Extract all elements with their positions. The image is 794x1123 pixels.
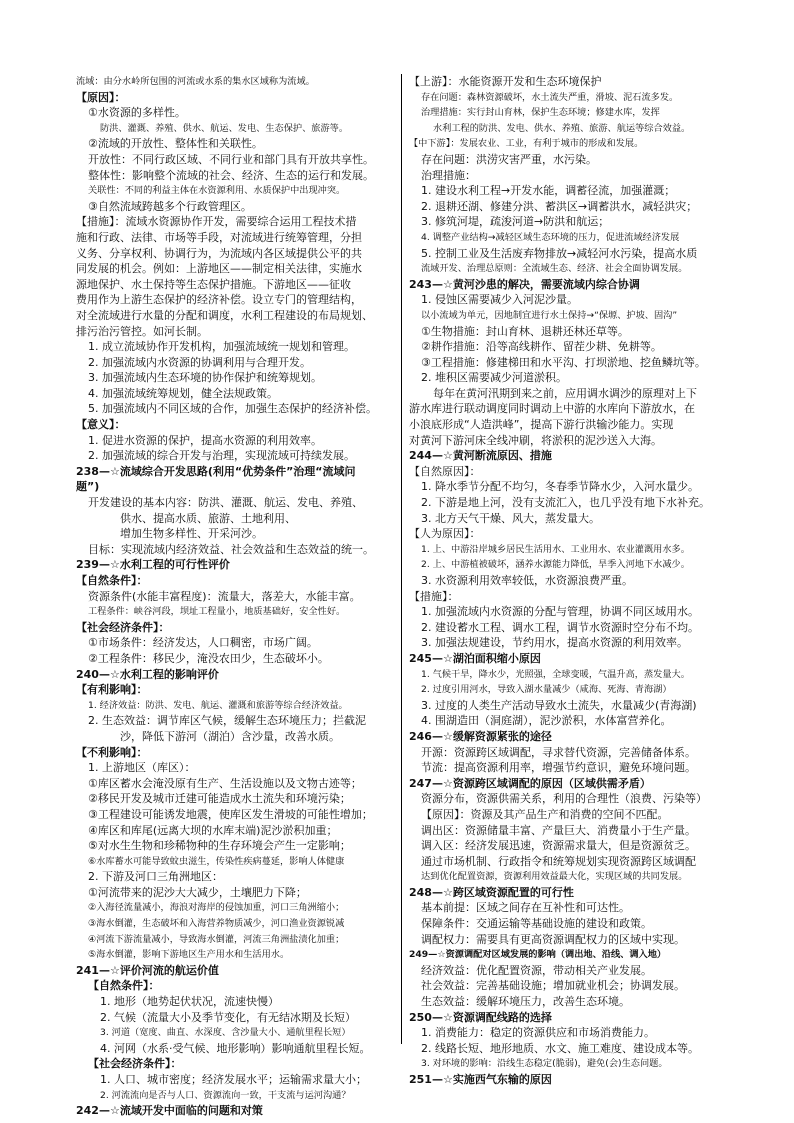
text-line: ⑥水库蓄水可能导致蚊虫滋生，传染性疾病蔓延，影响人体健康	[88, 855, 345, 867]
text-line: 【措施】：流域水资源协作开发，需要综合运用工程技术措	[76, 215, 357, 229]
text-line: 2. 生态效益：调节库区气候，缓解生态环境压力；拦截泥	[88, 714, 366, 728]
text-line: 3. 水资源利用效率较低，水资源浪费严重。	[421, 574, 633, 587]
text-line: 2. 下游及河口三角洲地区：	[88, 870, 223, 884]
text-line: 【上游】：水能资源开发和生态环境保护	[409, 75, 602, 88]
text-line: 248—☆跨区域资源配置的可行性	[409, 885, 574, 899]
text-line: 244—☆黄河断流原因、措施	[409, 449, 552, 463]
text-line: ②流域的开放性、整体性和关联性。	[88, 137, 263, 151]
text-line: 240—☆水利工程的影响评价	[76, 667, 219, 681]
text-line: 【原因】：资源及其产品生产和消费的空间不匹配。	[421, 807, 669, 821]
right-column	[409, 74, 731, 1088]
text-line: ③自然流域跨越多个行政管理区。	[88, 199, 252, 213]
text-line: 【措施】：	[409, 589, 459, 603]
text-line: ①库区蓄水会淹没原有生产、生活设施以及文物古迹等；	[88, 776, 362, 790]
text-line: 1. 上游地区（库区）：	[88, 761, 196, 775]
text-line: 245—☆湖泊面积缩小原因	[409, 651, 541, 665]
text-line: 2. 堆积区需要减少河道淤积。	[421, 371, 567, 385]
text-line: 流域：由分水岭所包围的河流或水系的集水区域称为流域。	[76, 76, 315, 87]
text-line: 1. 促进水资源的保护，提高水资源的利用效率。	[88, 433, 322, 447]
text-line: 目标：实现流域内经济效益、社会效益和生态效益的统一。	[88, 542, 374, 556]
text-line: 【意义】：	[76, 418, 126, 432]
text-line: 小浪底形成“人造洪峰”，提高下游行洪输沙能力。实现	[409, 418, 674, 432]
text-line: 2. 气候（流量大小及季节变化，有无结冰期及长短）	[100, 1010, 356, 1024]
text-line: 247—☆资源跨区域调配的原因（区域供需矛盾）	[409, 776, 651, 790]
text-line: 经济效益：优化配置资源，带动相关产业发展。	[421, 963, 652, 977]
text-line: 5. 控制工业及生活废弃物排放→减轻河水污染，提高水质	[421, 246, 698, 260]
text-line: 2. 河流流向是否与人口、资源流向一致，干支流与运河沟通？	[100, 1089, 351, 1101]
text-line: 调入区：经济发展迅速，资源需求量大，但是资源贫乏。	[421, 839, 696, 853]
text-line: 【社会经济条件】：	[88, 1057, 182, 1071]
text-line: ②工程条件：移民少，淹没农田少，生态破坏小。	[88, 651, 329, 665]
text-line: 基本前提：区域之间存在互补性和可达性。	[421, 901, 630, 915]
text-line: 游水库进行联动调度同时调动上中游的水库向下游放水，在	[409, 402, 695, 416]
text-line: 1. 经济效益：防洪、发电、航运、灌溉和旅游等综合经济效益。	[88, 699, 348, 711]
text-line: 2. 上、中游植被破坏，涵养水源能力降低，旱季入河地下水减少。	[421, 559, 690, 571]
text-line: 费用作为上游生态保护的经济补偿。设立专门的管理结构，	[76, 293, 362, 307]
text-line: 3. 过度的人类生产活动导致水土流失，水量减少(青海湖)	[421, 698, 697, 712]
text-line: 1. 侵蚀区需要减少入河泥沙量。	[421, 293, 578, 307]
text-line: 节流：提高资源利用率，增强节约意识，避免环境问题。	[421, 761, 696, 775]
text-line: 以小流域为单元，因地制宜进行水土保持→“保塬、护坡、固沟”	[421, 309, 678, 321]
text-line: 1. 地形（地势起伏状况，流速快慢）	[100, 995, 279, 1009]
text-line: 治理措施：	[421, 168, 476, 182]
text-line: 【中下游】：发展农业、工业，有利于城市的形成和发展。	[409, 138, 644, 150]
text-line: 开发建设的基本内容：防洪、灌溉、航运、发电、养殖、	[88, 496, 363, 510]
text-line: 开放性：不同行政区域、不同行业和部门具有开放共享性。	[88, 152, 374, 166]
text-line: 施和行政、法律、市场等手段，对流域进行统筹管理，分担	[76, 230, 362, 244]
text-line: 流域开发、治理总原则：全流域生态、经济、社会全面协调发展。	[421, 263, 688, 275]
text-line: 题”)	[76, 480, 100, 494]
text-line: 239—☆水利工程的可行性评价	[76, 558, 230, 572]
text-line: ③工程措施：修建梯田和水平沟、打坝淤地、挖鱼鳞坑等。	[421, 355, 706, 369]
text-line: ②耕作措施：沿等高线耕作、留茬少耕、免耕等。	[421, 340, 662, 354]
text-line: 【人为原因】：	[409, 527, 481, 541]
text-line: 工程条件：峡谷河段，坝址工程量小，地质基础好，安全性好。	[88, 606, 346, 618]
text-line: 1. 上、中游沿岸城乡居民生活用水、工业用水、农业灌溉用水多。	[421, 543, 690, 555]
text-line: 【社会经济条件】：	[76, 620, 170, 634]
text-line: 2. 加强流域的综合开发与治理，实现流域可持续发展。	[88, 449, 355, 463]
text-line: 2. 下游是地上河，没有支流汇入，也几乎没有地下水补充。	[421, 496, 710, 510]
left-column	[76, 74, 394, 1119]
text-line: ②入海径流量减小，海浪对海岸的侵蚀加重，河口三角洲缩小；	[88, 902, 345, 914]
text-line: 存在问题：洪涝灾害严重，水污染。	[421, 152, 597, 166]
text-line: 1. 建设水利工程→开发水能，调蓄径流，加强灌溉；	[421, 184, 676, 198]
column-divider	[401, 74, 402, 1044]
text-line: ②移民开发及城市迁建可能造成水土流失和环境污染；	[88, 792, 351, 806]
text-line: 达到优化配置资源，资源利用效益最大化，实现区域的共同发展。	[421, 871, 688, 883]
text-line: 1. 气候干旱，降水少，光照强，全球变暖，气温升高，蒸发量大。	[421, 668, 690, 680]
text-line: 2. 退耕还湖、修建分洪、蓄洪区→调蓄洪水，减轻洪灾；	[421, 199, 698, 213]
text-line: 3. 修筑河堤，疏浚河道→防洪和航运；	[421, 215, 610, 229]
text-line: ①河流带来的泥沙大大减少，土壤肥力下降；	[88, 885, 307, 899]
text-line: 4. 围湖造田（洞庭湖），泥沙淤积，水体富营养化。	[421, 714, 672, 728]
text-line: 1. 人口、城市密度；经济发展水平；运输需求量大小；	[100, 1073, 367, 1086]
text-line: 排污治污管控。如河长制。	[76, 324, 208, 338]
text-line: 243—☆黄河沙患的解决，需要流域内综合协调	[409, 277, 640, 291]
text-line: ③工程建设可能诱发地震，使库区发生滑坡的可能性增加；	[88, 807, 373, 821]
text-line: 246—☆缓解资源紧张的途径	[409, 729, 552, 743]
text-line: 每年在黄河汛期到来之前，应用调水调沙的原理对上下	[433, 386, 697, 400]
text-line: 沙，降低下游河（湖泊）含沙量，改善水质。	[120, 729, 340, 743]
text-line: 251—☆实施西气东输的原因	[409, 1073, 552, 1086]
text-line: 整体性：影响整个流域的社会、经济、生态的运行和发展。	[88, 168, 374, 182]
text-line: 238—☆流域综合开发思路(利用“优势条件”治理“流域问	[76, 464, 356, 478]
text-line: 3. 加强流域内生态环境的协作保护和统筹规划。	[88, 371, 322, 385]
text-line: 2. 线路长短、地形地质、水文、施工难度、建设成本等。	[421, 1041, 699, 1055]
text-line: 资源分布，资源供需关系，利用的合理性（浪费、污染等）	[421, 792, 707, 806]
text-line: 开源：资源跨区域调配，寻求替代资源，完善储备体系。	[421, 745, 696, 759]
text-line: 【不利影响】：	[76, 745, 148, 759]
text-line: 2. 过度引用河水，导致入湖水量减少（咸海、死海、青海湖）	[421, 684, 672, 696]
text-line: 3. 河道（宽度、曲直、水深度、含沙量大小、通航里程长短）	[100, 1027, 351, 1039]
text-line: 通过市场机制、行政指令和统筹规划实现资源跨区域调配	[421, 854, 696, 868]
text-line: 【自然条件】：	[76, 574, 148, 587]
text-line: 242—☆流域开发中面临的问题和对策	[76, 1104, 263, 1118]
text-line: 3. 北方天气干燥、风大，蒸发量大。	[421, 511, 600, 525]
text-line: ④河流下游流量减小，导致海水倒灌，河流三角洲盐渍化加重；	[88, 933, 345, 945]
text-line: 1. 降水季节分配不均匀，冬春季节降水少，入河水量少。	[421, 480, 699, 494]
text-line: 3. 加强法规建设，节约用水，提高水资源的利用效率。	[421, 636, 688, 650]
text-line: 水利工程的防洪、发电、供水、养殖、旅游、航运等综合效益。	[433, 122, 691, 134]
text-line: 【自然条件】：	[88, 979, 160, 993]
text-line: 供水、提高水质、旅游、土地利用、	[120, 511, 296, 525]
text-line: ⑤海水倒灌，影响下游地区生产用水和生活用水。	[88, 949, 290, 961]
text-line: 4. 河网（水系·受气候、地形影响）影响通航里程长短。	[100, 1041, 371, 1055]
text-line: 2. 加强流域内水资源的协调利用与合理开发。	[88, 355, 311, 369]
text-line: 源地保护、水土保持等生态保护措施。下游地区——征收	[76, 277, 351, 291]
text-line: ③海水倒灌，生态破坏和入海营养物质减少，河口渔业资源锐减	[88, 918, 345, 930]
text-line: 调配权力：需要具有更高资源调配权力的区域中实现。	[421, 932, 685, 946]
text-line: 4. 加强流域统筹规划，健全法规政策。	[88, 386, 278, 400]
text-line: 关联性：不同的利益主体在水资源利用、水质保护中出现冲突。	[88, 185, 346, 197]
text-line: 调出区：资源储量丰富、产量巨大、消费量小于生产量。	[421, 823, 696, 837]
text-line: ①生物措施：封山育林、退耕还林还草等。	[421, 324, 629, 338]
text-line: 对黄河下游河床全线冲刷，将淤积的泥沙送入大海。	[409, 433, 662, 447]
text-line: 增加生物多样性、开采河沙。	[120, 527, 263, 541]
text-line: 250—☆资源调配线路的选择	[409, 1010, 552, 1024]
text-line: 【原因】：	[76, 90, 126, 104]
text-line: 【有利影响】：	[76, 683, 148, 697]
text-line: 义务、分享权利、协调行为，为流域内各区域提供公平的共	[76, 246, 362, 260]
text-line: 1. 消费能力：稳定的资源供应和市场消费能力。	[421, 1026, 655, 1040]
text-line: 3. 对环境的影响：沿线生态稳定(脆弱)，避免(会)生态问题。	[421, 1058, 668, 1070]
text-line: 2. 建设蓄水工程、调水工程，调节水资源时空分布不均。	[421, 620, 699, 634]
text-line: ⑤对水生生物和珍稀物种的生存环境会产生一定影响；	[88, 839, 351, 853]
text-line: 对全流域进行水量的分配和调度，水利工程建设的布局规划、	[76, 308, 373, 322]
text-line: 保障条件：交通运输等基础设施的建设和政策。	[421, 917, 652, 931]
text-line: 防洪、灌溉、养殖、供水、航运、发电、生态保护、旅游等。	[100, 122, 349, 134]
text-line: 生态效益：缓解环境压力，改善生态环境。	[421, 995, 630, 1009]
text-line: 249—☆资源调配对区域发展的影响（调出地、沿线、调入地）	[409, 949, 667, 961]
text-line: 社会效益：完善基础设施；增加就业机会；协调发展。	[421, 979, 685, 993]
text-line: ①市场条件：经济发达，人口稠密，市场广阔。	[88, 636, 318, 650]
text-line: 1. 成立流域协作开发机构，加强流域统一规划和管理。	[88, 340, 355, 354]
text-line: 治理措施：实行封山育林，保护生态环境；修建水库，发挥	[421, 107, 660, 119]
text-line: 同发展的机会。例如：上游地区——制定相关法律，实施水	[76, 262, 362, 276]
text-line: ①水资源的多样性。	[88, 106, 186, 120]
text-line: 存在问题：森林资源破坏，水土流失严重，滑坡、泥石流多发。	[421, 91, 679, 103]
text-line: 241—☆评价河流的航运价值	[76, 963, 219, 977]
text-line: ④库区和库尾(远离大坝的水库末端)泥沙淤积加重；	[88, 823, 338, 837]
text-line: 资源条件(水能丰富程度)：流量大，落差大，水能丰富。	[88, 589, 361, 603]
text-line: 4. 调整产业结构→减轻区域生态环境的压力，促进流域经济发展	[421, 231, 680, 243]
text-line: 【自然原因】：	[409, 464, 481, 478]
text-line: 5. 加强流域内不同区域的合作，加强生态保护的经济补偿。	[88, 402, 377, 416]
text-line: 1. 加强流域内水资源的分配与管理，协调不同区域用水。	[421, 605, 699, 619]
